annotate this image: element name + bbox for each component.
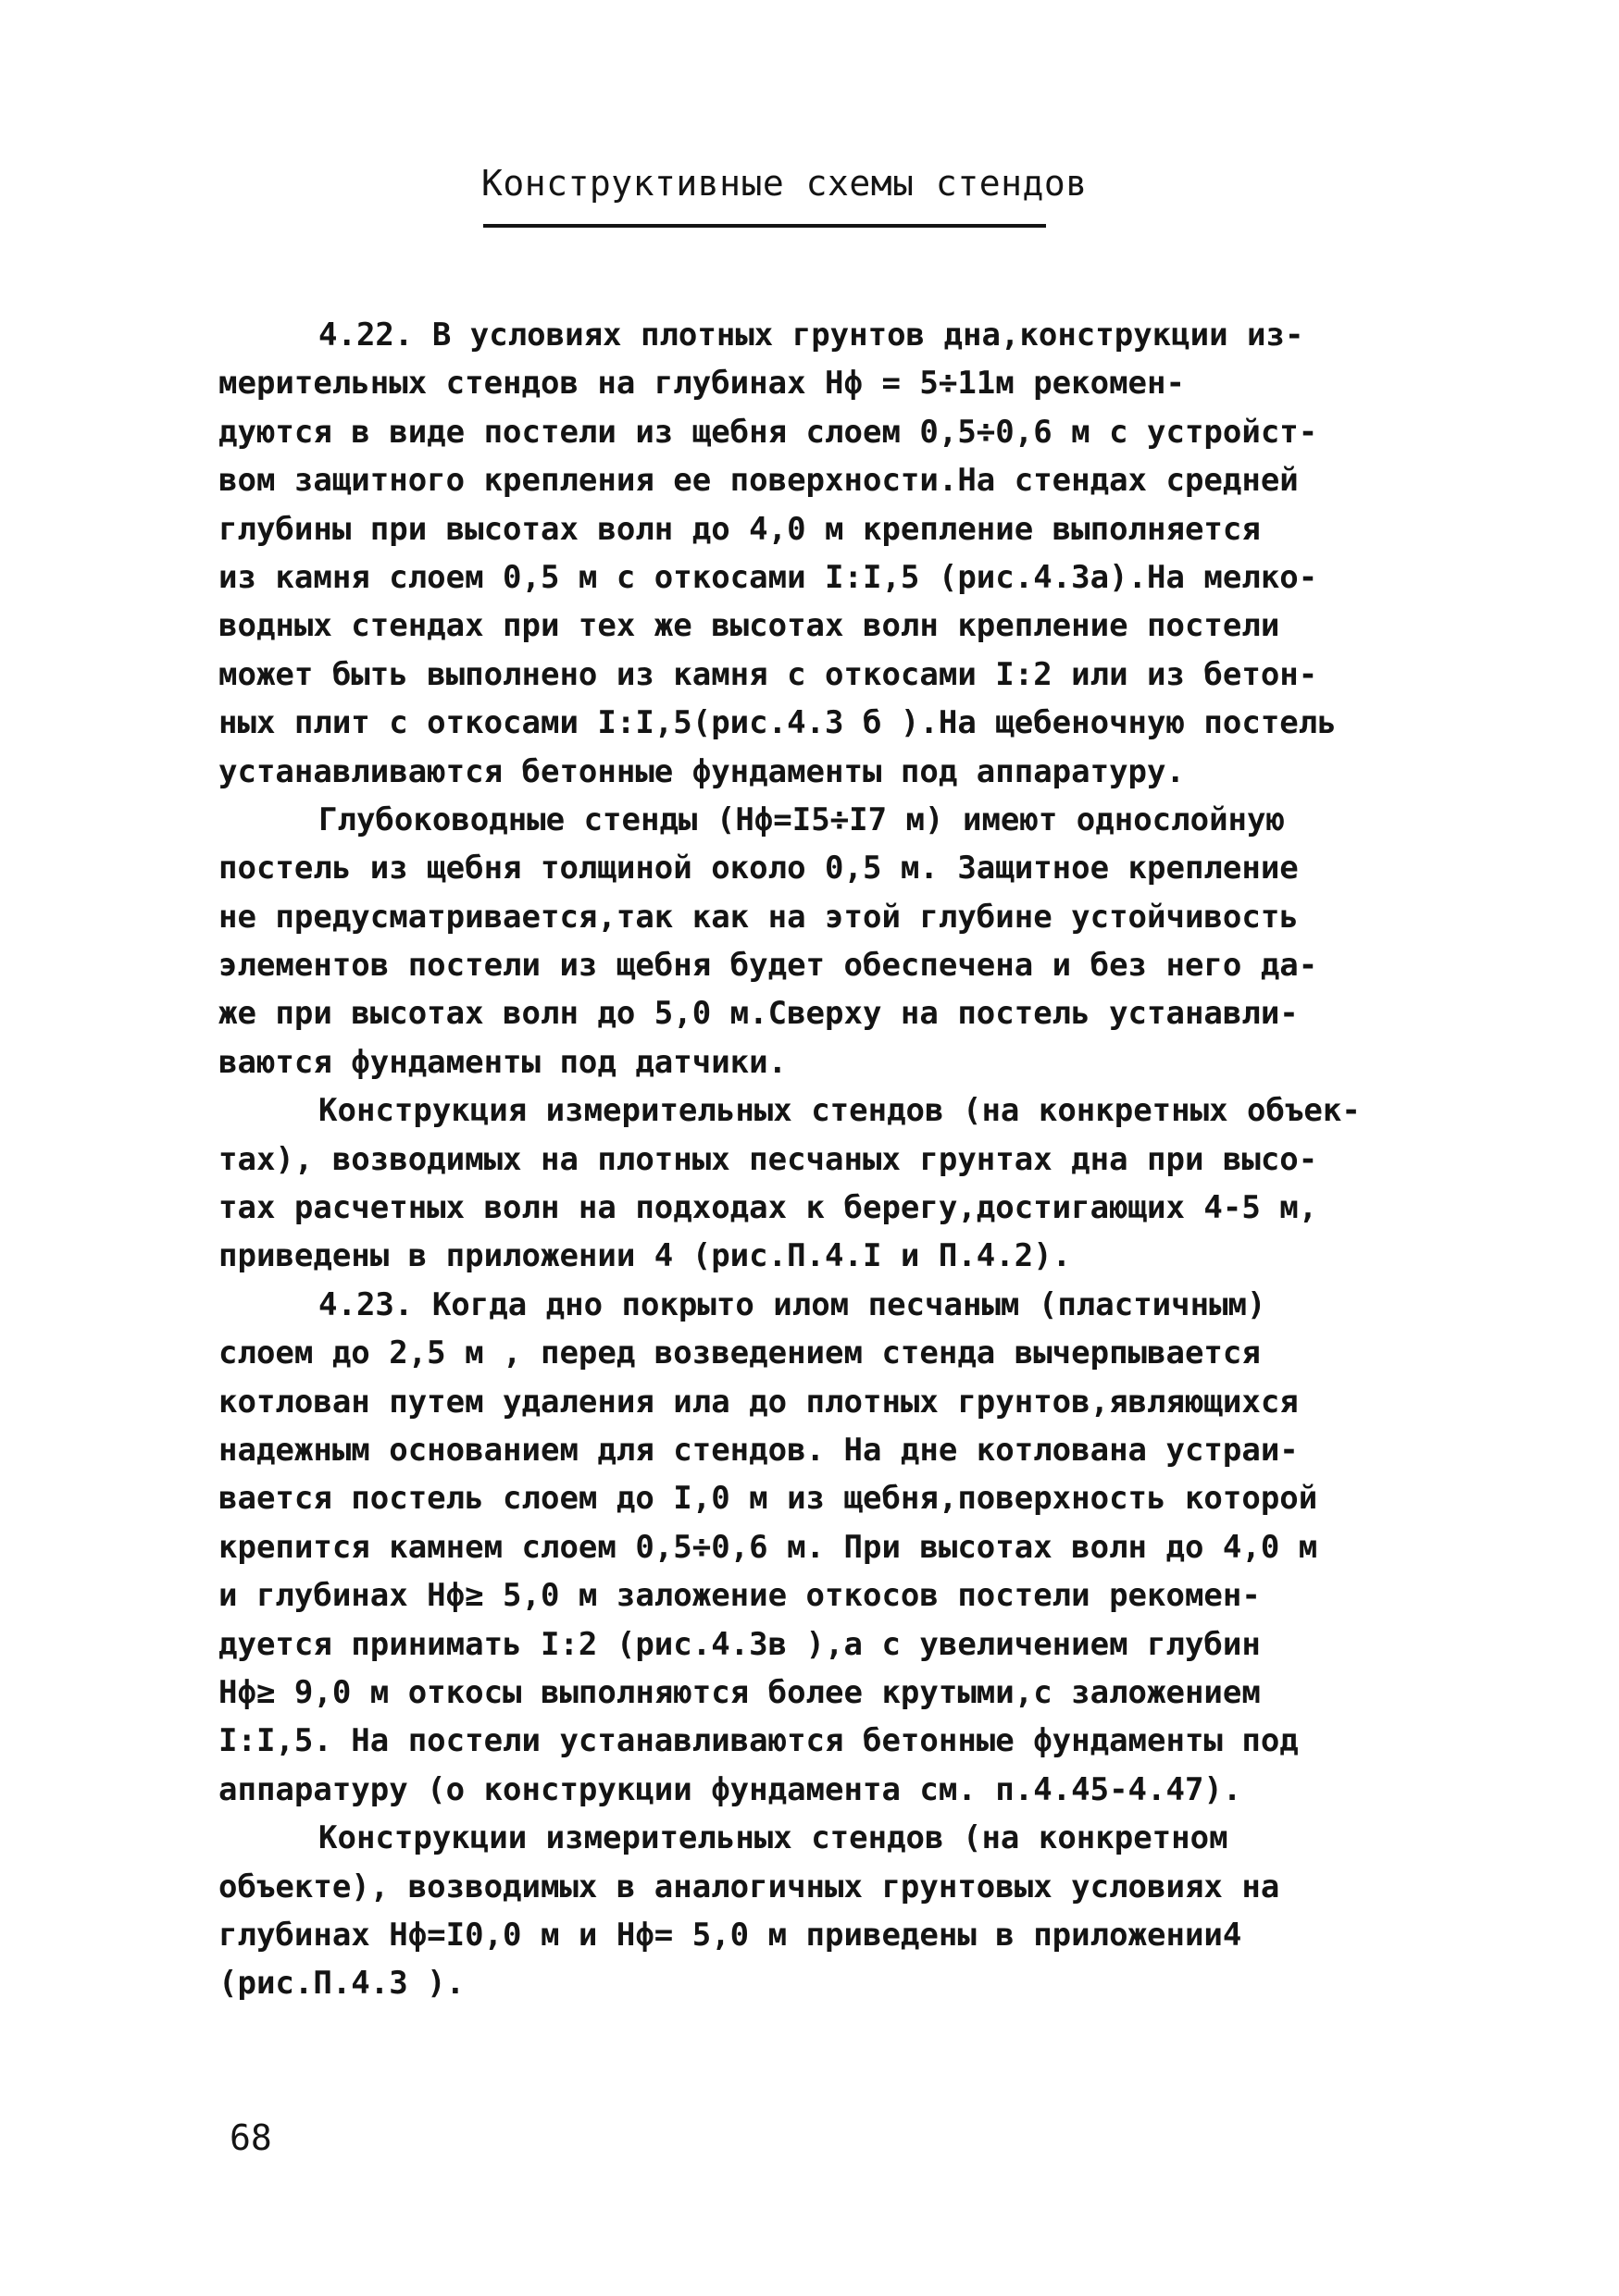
text-line: (рис.П.4.3 ). (218, 1965, 466, 2003)
text-line: и глубинах Hф≥ 5,0 м заложение откосов постели рекомен- (218, 1577, 1261, 1615)
text-line: тах), возводимых на плотных песчаных грунтах дна при высо- (218, 1140, 1318, 1178)
text-line: Глубоководные стенды (Hф=I5÷I7 м) имеют однослойную (318, 800, 1285, 838)
text-line: не предусматривается,так как на этой глубине устойчивость (218, 898, 1299, 936)
heading-underline (483, 224, 1046, 228)
text-line: надежным основанием для стендов. На дне котлована устраи- (218, 1431, 1299, 1469)
text-line: тах расчетных волн на подходах к берегу,достигающих 4-5 м, (218, 1189, 1318, 1227)
text-line: дуются в виде постели из щебня слоем 0,5÷0,6 м с устройст- (218, 413, 1318, 451)
text-line: постель из щебня толщиной около 0,5 м. Защитное крепление (218, 850, 1299, 887)
text-line: из камня слоем 0,5 м с откосами I:I,5 (рис.4.3а).На мелко- (218, 558, 1318, 596)
text-line: 4.22. В условиях плотных грунтов дна,конструкции из- (318, 316, 1304, 354)
text-line: дуется принимать I:2 (рис.4.3в ),а с увеличением глубин (218, 1625, 1261, 1663)
text-line: крепится камнем слоем 0,5÷0,6 м. При высотах волн до 4,0 м (218, 1528, 1318, 1566)
text-line: элементов постели из щебня будет обеспечена и без него да- (218, 947, 1318, 985)
text-line: I:I,5. На постели устанавливаются бетонные фундаменты под (218, 1722, 1299, 1760)
text-line: водных стендах при тех же высотах волн крепление постели (218, 607, 1280, 645)
text-line: вом защитного крепления ее поверхности.На стендах средней (218, 462, 1299, 500)
text-line: котлован путем удаления ила до плотных грунтов,являющихся (218, 1383, 1299, 1421)
text-line: Конструкции измерительных стендов (на конкретном (318, 1819, 1228, 1857)
text-line: Конструкция измерительных стендов (на конкретных объек- (318, 1092, 1361, 1130)
text-line: ных плит с откосами I:I,5(рис.4.3 б ).На щебеночную постель (218, 704, 1337, 742)
text-line: слоем до 2,5 м , перед возведением стенда вычерпывается (218, 1334, 1261, 1372)
text-line: мерительных стендов на глубинах Hф = 5÷11м рекомен- (218, 365, 1185, 403)
text-line: глубины при высотах волн до 4,0 м крепление выполняется (218, 510, 1261, 548)
text-line: Hф≥ 9,0 м откосы выполняются более крутыми,с заложением (218, 1673, 1261, 1711)
section-heading: Конструктивные схемы стендов (481, 163, 1088, 204)
page-number: 68 (230, 2117, 272, 2158)
text-line: устанавливаются бетонные фундаменты под аппаратуру. (218, 752, 1185, 790)
text-line: глубинах Hф=I0,0 м и Hф= 5,0 м приведены в приложении4 (218, 1916, 1242, 1954)
text-line: же при высотах волн до 5,0 м.Сверху на постель устанавли- (218, 995, 1299, 1033)
text-line: объекте), возводимых в аналогичных грунтовых условиях на (218, 1868, 1280, 1905)
text-line: вается постель слоем до I,0 м из щебня,поверхность которой (218, 1480, 1318, 1518)
text-line: приведены в приложении 4 (рис.П.4.I и П.4.2). (218, 1237, 1072, 1275)
text-line: 4.23. Когда дно покрыто илом песчаным (пластичным) (318, 1285, 1266, 1323)
text-line: ваются фундаменты под датчики. (218, 1043, 788, 1081)
body-text (218, 311, 1413, 2008)
text-line: аппаратуру (о конструкции фундамента см. п.4.45-4.47). (218, 1770, 1242, 1808)
text-line: может быть выполнено из камня с откосами I:2 или из бетон- (218, 655, 1318, 693)
